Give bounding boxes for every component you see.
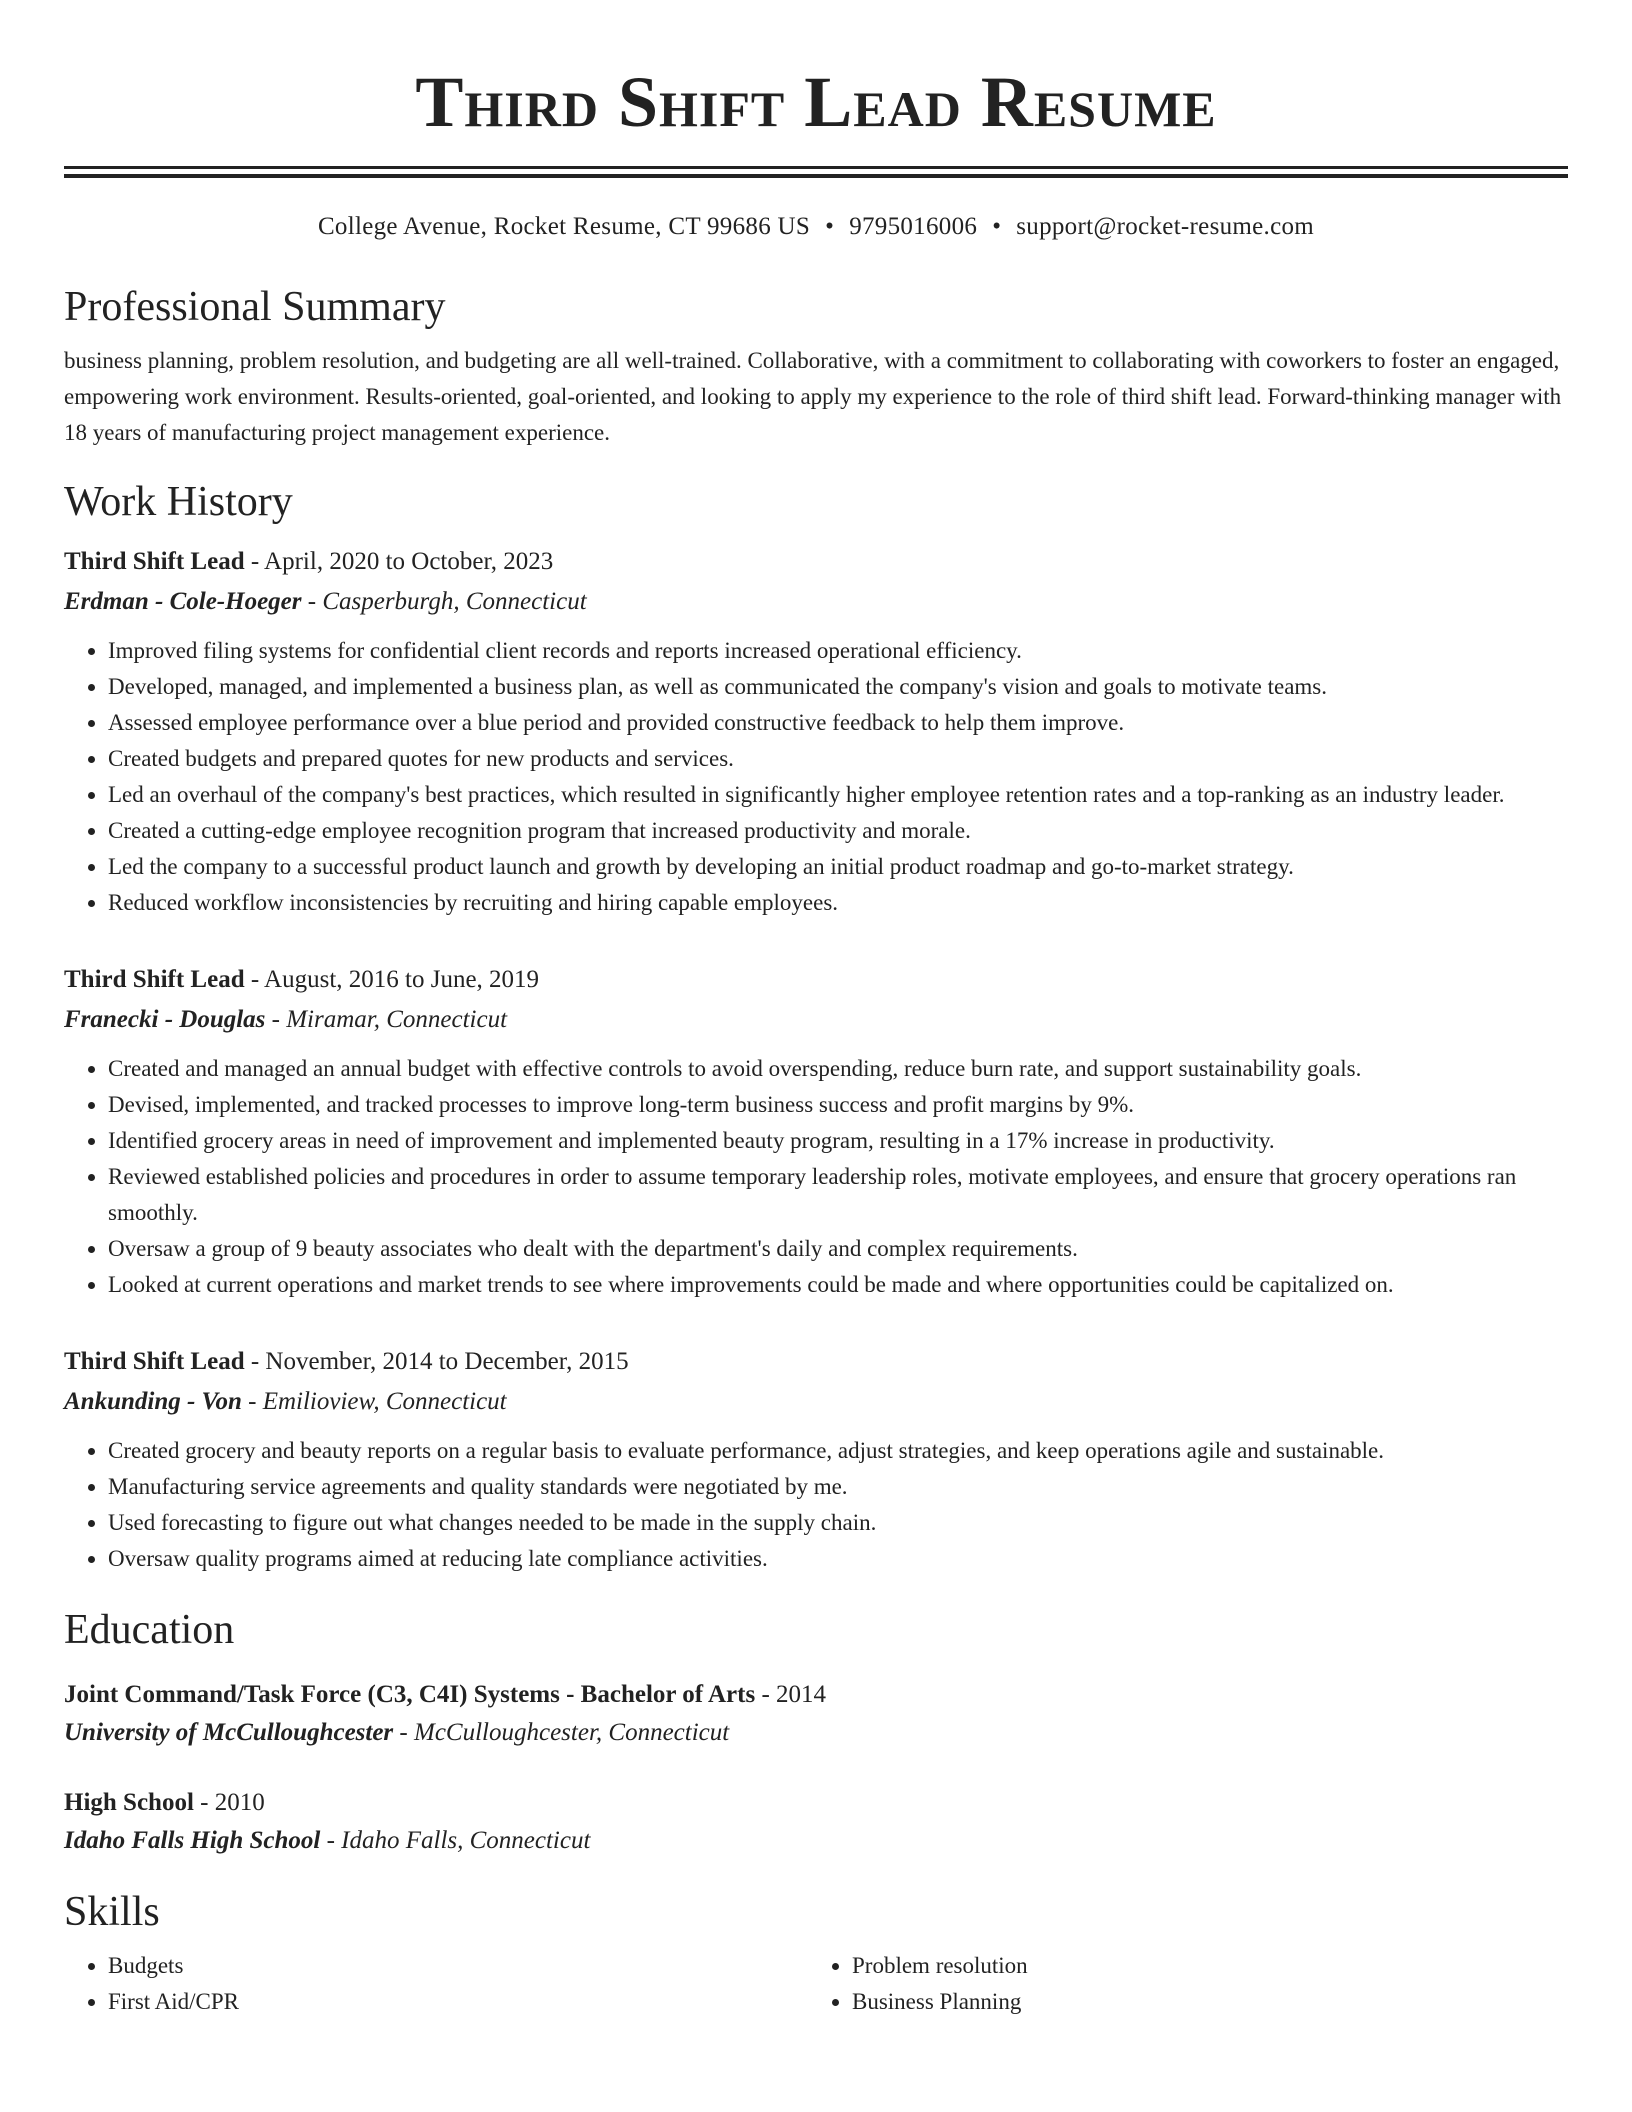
job-company: Franecki - Douglas: [64, 1006, 266, 1033]
list-item: • Looked at current operations and market trends to see where improvements could be made and where opportunities could be capitalized on.: [108, 1267, 1568, 1303]
job-role: Third Shift Lead: [64, 548, 245, 575]
job-role: Third Shift Lead: [64, 1348, 245, 1375]
list-item: • Created and managed an annual budget with effective controls to avoid overspending, reduce burn rate, and support sustainability goals.: [108, 1051, 1568, 1087]
education-location: - McCulloughcester, Connecticut: [393, 1719, 730, 1746]
job-title-line: [64, 960, 1568, 1000]
list-item: • Led an overhaul of the company's best practices, which resulted in significantly higher employee retention rates and a top-ranking as an industry leader.: [108, 777, 1568, 813]
job-title-line: [64, 542, 1568, 582]
education-year: - 2010: [193, 1789, 265, 1816]
job-company-line: [64, 1382, 1568, 1422]
skill-item: • Problem resolution: [852, 1948, 1552, 1984]
job-dates: - April, 2020 to October, 2023: [244, 548, 554, 575]
job-location: - Miramar, Connecticut: [265, 1006, 508, 1033]
list-item: • Created grocery and beauty reports on a regular basis to evaluate performance, adjust strategies, and keep operations agile and sustainable.: [108, 1433, 1568, 1469]
contact-address: College Avenue, Rocket Resume, CT 99686 US: [317, 213, 811, 240]
contact-separator: •: [825, 213, 835, 240]
job-entry: [64, 1342, 1568, 1577]
education-school: University of McCulloughcester: [64, 1719, 394, 1746]
summary-heading: Professional Summary: [64, 284, 446, 330]
list-item: • Reduced workflow inconsistencies by recruiting and hiring capable employees.: [108, 885, 1568, 921]
education-school-line: [64, 1714, 1568, 1752]
skills-heading: Skills: [64, 1889, 160, 1935]
title-divider: [64, 166, 1568, 178]
summary-text: business planning, problem resolution, and budgeting are all well-trained. Collaborative, with a commitment to collaborating with coworkers to foster an engaged, empowering work environment. Results-oriented, goal-oriented, and looking to apply my experience to the role of third shift lead. Forward-thinking manager with 18 years of manufacturing project management experience.: [64, 348, 1562, 445]
resume-title: Third Shift Lead Resume: [415, 62, 1217, 142]
list-item: • Oversaw quality programs aimed at reducing late compliance activities.: [108, 1541, 1568, 1577]
list-item: • Assessed employee performance over a blue period and provided constructive feedback to help them improve.: [108, 705, 1568, 741]
education-school-line: [64, 1822, 1568, 1860]
contact-phone: 9795016006: [849, 213, 978, 240]
job-entry: [64, 542, 1568, 921]
list-item: • Identified grocery areas in need of improvement and implemented beauty program, resulting in a 17% increase in productivity.: [108, 1123, 1568, 1159]
contact-separator: •: [992, 213, 1002, 240]
education-school: Idaho Falls High School: [64, 1827, 321, 1854]
list-item: • Used forecasting to figure out what changes needed to be made in the supply chain.: [108, 1505, 1568, 1541]
education-degree: Joint Command/Task Force (C3, C4I) Systems - Bachelor of Arts: [64, 1681, 756, 1708]
job-company-line: [64, 1000, 1568, 1040]
job-bullets: [64, 1433, 1568, 1577]
list-item: • Led the company to a successful product launch and growth by developing an initial product roadmap and go-to-market strategy.: [108, 849, 1568, 885]
contact-line: [64, 210, 1568, 244]
job-company: Ankunding - Von: [64, 1388, 242, 1415]
skills-column-right: [808, 1948, 1552, 2020]
job-bullets: [64, 633, 1568, 921]
list-item: • Created budgets and prepared quotes for new products and services.: [108, 741, 1568, 777]
skills-list: [64, 1948, 1568, 2020]
skill-item: • Budgets: [108, 1948, 808, 1984]
list-item: • Created a cutting-edge employee recognition program that increased productivity and morale.: [108, 813, 1568, 849]
education-degree-line: [64, 1784, 1568, 1822]
list-item: • Reviewed established policies and procedures in order to assume temporary leadership roles, motivate employees, and ensure that grocery operations ran smoothly.: [108, 1159, 1568, 1231]
job-bullets: [64, 1051, 1568, 1303]
list-item: • Devised, implemented, and tracked processes to improve long-term business success and profit margins by 9%.: [108, 1087, 1568, 1123]
list-item: • Improved filing systems for confidential client records and reports increased operational efficiency.: [108, 633, 1568, 669]
skill-item: • Business Planning: [852, 1984, 1552, 2020]
job-location: - Casperburgh, Connecticut: [301, 588, 587, 615]
job-location: - Emilioview, Connecticut: [241, 1388, 507, 1415]
resume-page: [64, 0, 1568, 2020]
skill-item: • First Aid/CPR: [108, 1984, 808, 2020]
education-year: - 2014: [755, 1681, 827, 1708]
job-title-line: [64, 1342, 1568, 1382]
job-dates: - August, 2016 to June, 2019: [244, 966, 540, 993]
contact-email: support@rocket-resume.com: [1016, 213, 1315, 240]
work-history-heading: Work History: [64, 479, 293, 525]
list-item: • Manufacturing service agreements and quality standards were negotiated by me.: [108, 1469, 1568, 1505]
education-degree-line: [64, 1676, 1568, 1714]
list-item: • Developed, managed, and implemented a business plan, as well as communicated the company's vision and goals to motivate teams.: [108, 669, 1568, 705]
education-entry: [64, 1784, 1568, 1860]
list-item: • Oversaw a group of 9 beauty associates who dealt with the department's daily and complex requirements.: [108, 1231, 1568, 1267]
education-degree: High School: [64, 1789, 194, 1816]
job-dates: - November, 2014 to December, 2015: [244, 1348, 629, 1375]
education-location: - Idaho Falls, Connecticut: [320, 1827, 591, 1854]
job-company: Erdman - Cole-Hoeger: [64, 588, 302, 615]
skills-column-left: [64, 1948, 808, 2020]
job-entry: [64, 960, 1568, 1303]
job-role: Third Shift Lead: [64, 966, 245, 993]
education-heading: Education: [64, 1607, 235, 1653]
education-entry: [64, 1676, 1568, 1752]
job-company-line: [64, 582, 1568, 622]
